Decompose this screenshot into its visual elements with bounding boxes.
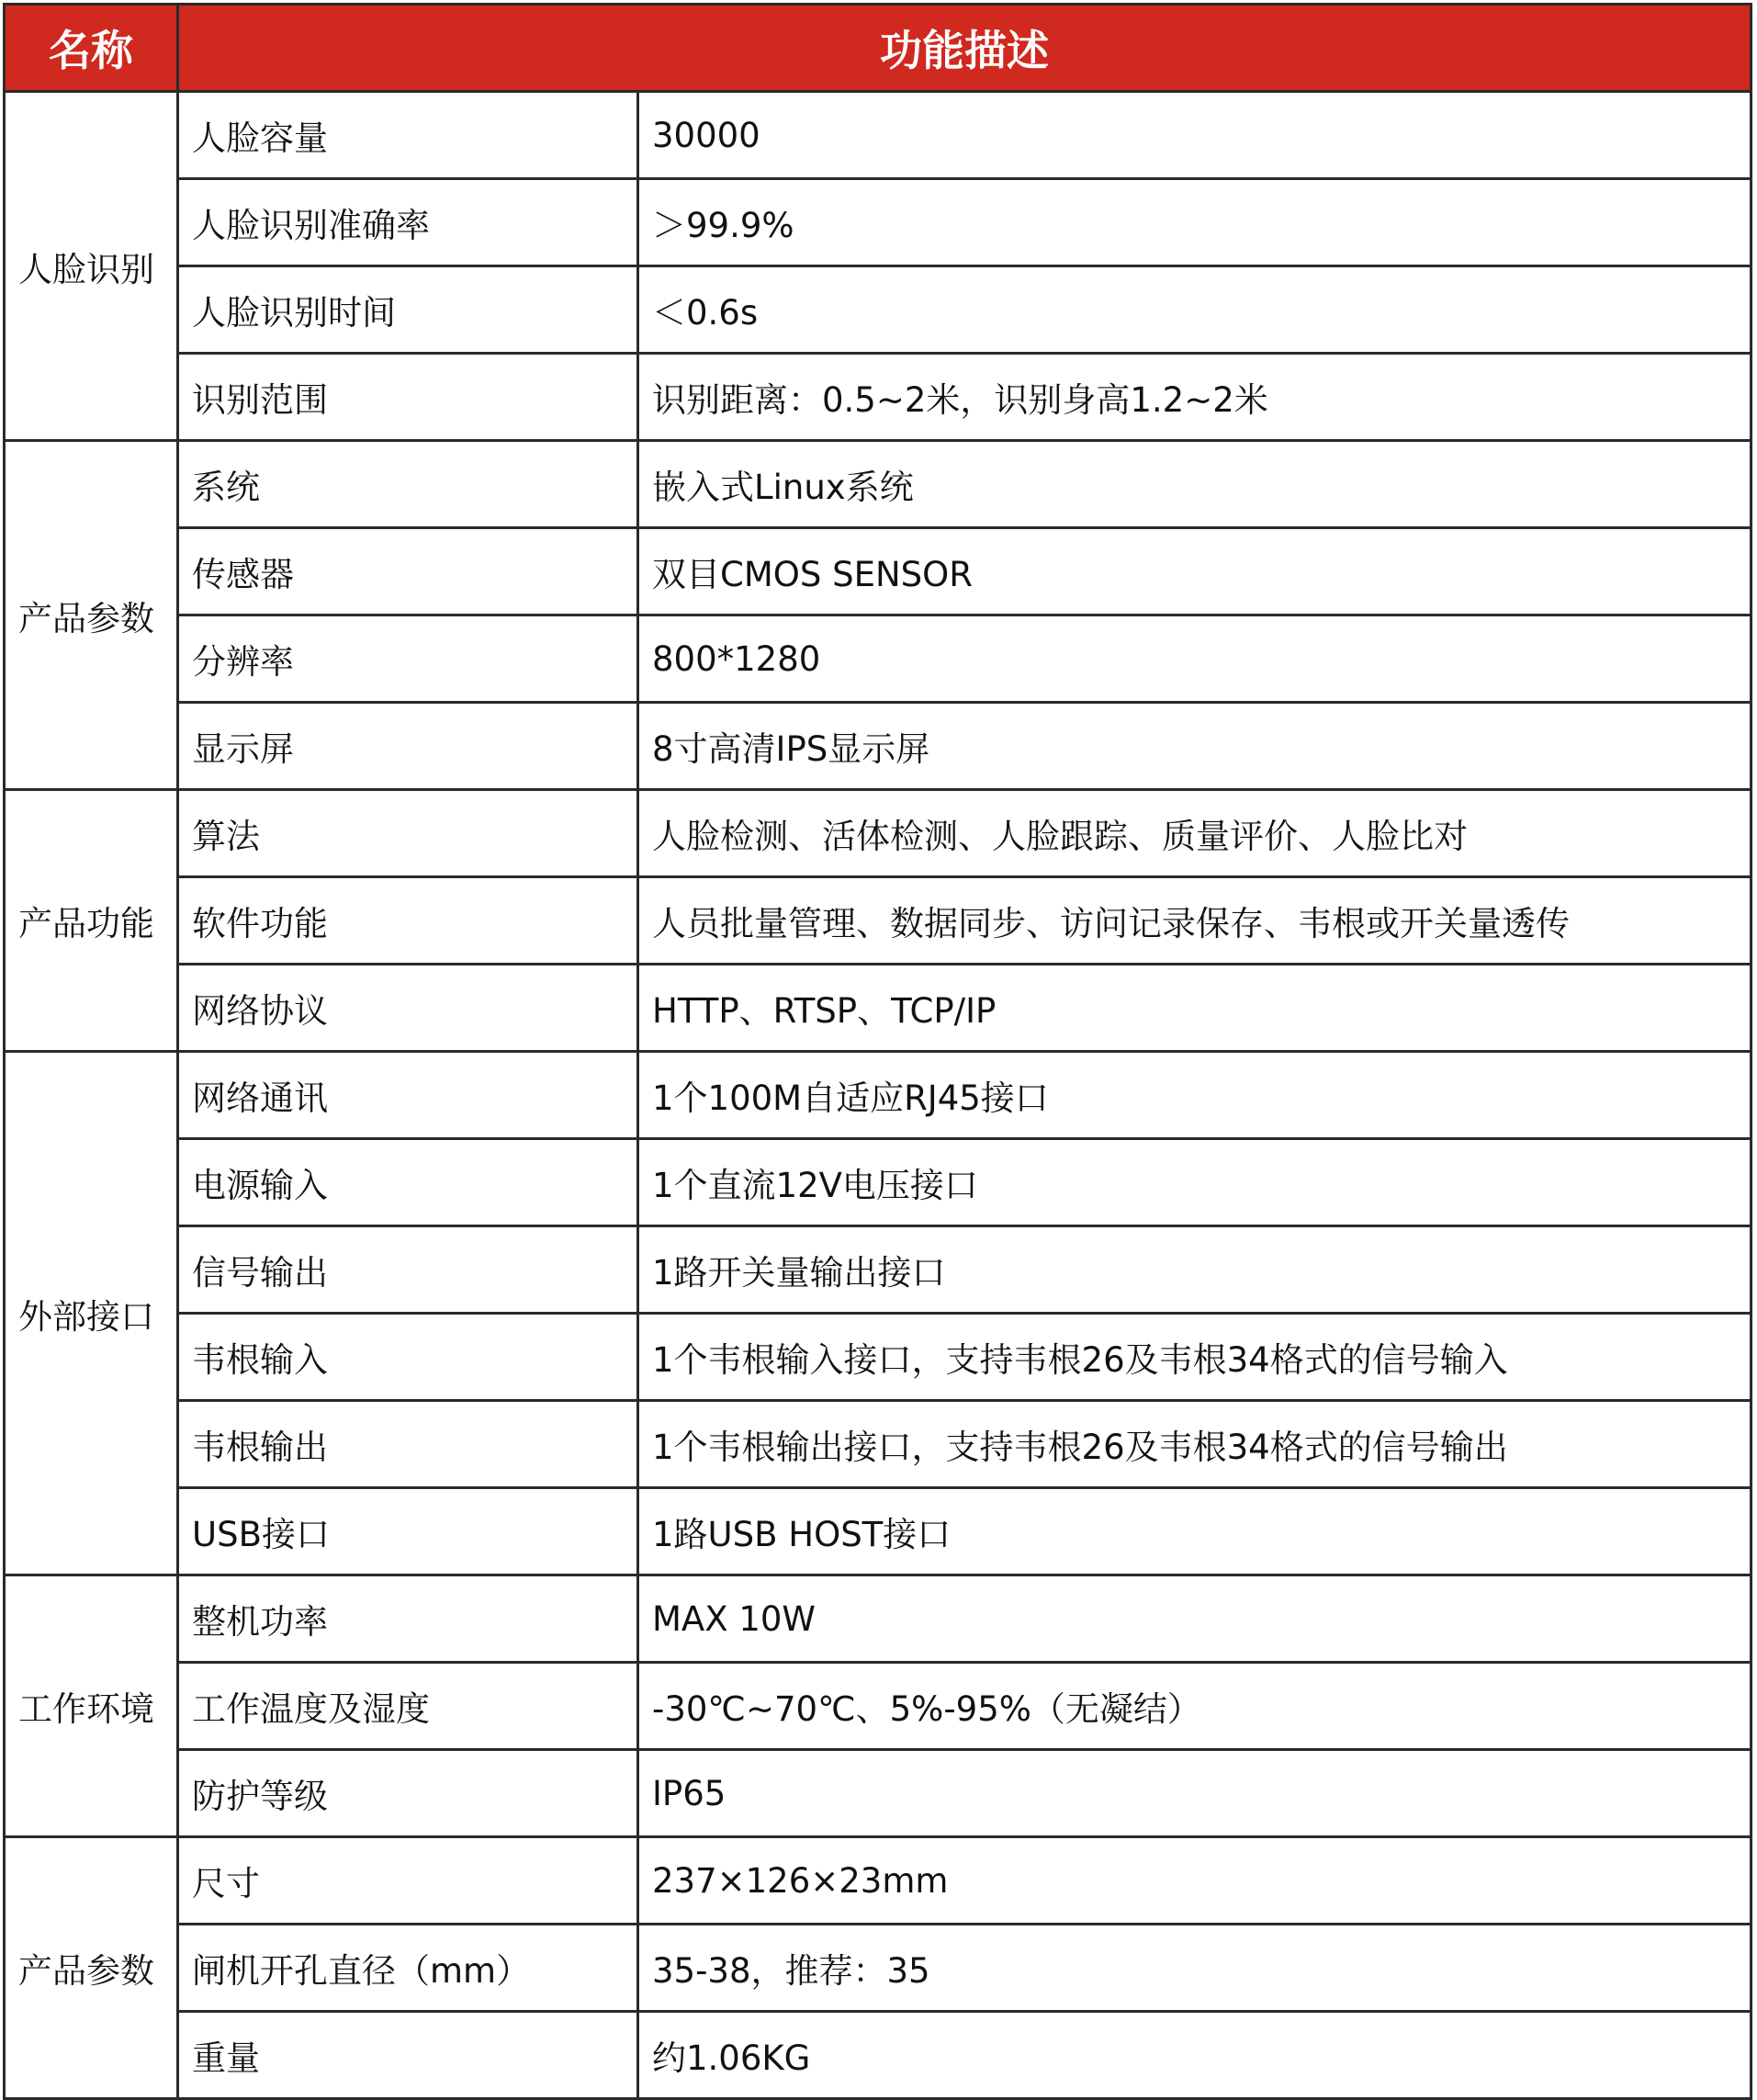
param-value: IP65 [638, 1750, 1751, 1837]
param-value: 嵌入式Linux系统 [638, 441, 1751, 528]
param-name: 软件功能 [178, 877, 638, 965]
table-row [5, 2012, 1751, 2099]
table-row [5, 965, 1751, 1052]
param-value: 1个直流12V电压接口 [638, 1139, 1751, 1226]
param-name: 尺寸 [178, 1837, 638, 1925]
param-value: MAX 10W [638, 1575, 1751, 1663]
group-label: 人脸识别 [5, 92, 178, 441]
param-value: 30000 [638, 92, 1751, 179]
param-name: 人脸识别准确率 [178, 179, 638, 266]
param-name: 识别范围 [178, 354, 638, 441]
header-row [5, 5, 1751, 92]
header-description: 功能描述 [178, 5, 1751, 92]
param-value: 35-38，推荐：35 [638, 1925, 1751, 2012]
table-row [5, 1925, 1751, 2012]
table-row [5, 92, 1751, 179]
param-value: HTTP、RTSP、TCP/IP [638, 965, 1751, 1052]
param-value: 1个100M自适应RJ45接口 [638, 1052, 1751, 1139]
table-row [5, 266, 1751, 354]
table-row [5, 528, 1751, 615]
group-label: 产品功能 [5, 790, 178, 1052]
param-name: 网络通讯 [178, 1052, 638, 1139]
param-name: 显示屏 [178, 703, 638, 790]
table-row [5, 179, 1751, 266]
table-row [5, 1139, 1751, 1226]
table-row [5, 703, 1751, 790]
spec-table [3, 3, 1752, 2100]
table-row [5, 1663, 1751, 1750]
param-value: 1个韦根输出接口，支持韦根26及韦根34格式的信号输出 [638, 1401, 1751, 1488]
param-name: 传感器 [178, 528, 638, 615]
param-value: 1个韦根输入接口，支持韦根26及韦根34格式的信号输入 [638, 1314, 1751, 1401]
param-name: USB接口 [178, 1488, 638, 1575]
param-value: ＞99.9% [638, 179, 1751, 266]
param-name: 韦根输出 [178, 1401, 638, 1488]
table-row [5, 1401, 1751, 1488]
param-name: 防护等级 [178, 1750, 638, 1837]
table-row [5, 877, 1751, 965]
param-value: 人脸检测、活体检测、人脸跟踪、质量评价、人脸比对 [638, 790, 1751, 877]
param-name: 人脸识别时间 [178, 266, 638, 354]
param-value: 1路开关量输出接口 [638, 1226, 1751, 1314]
group-label: 产品参数 [5, 441, 178, 790]
param-name: 韦根输入 [178, 1314, 638, 1401]
param-name: 整机功率 [178, 1575, 638, 1663]
param-value: 800*1280 [638, 615, 1751, 703]
param-name: 系统 [178, 441, 638, 528]
header-name: 名称 [5, 5, 178, 92]
table-row [5, 1314, 1751, 1401]
param-name: 分辨率 [178, 615, 638, 703]
param-name: 闸机开孔直径（mm） [178, 1925, 638, 2012]
param-value: 237×126×23mm [638, 1837, 1751, 1925]
group-label: 产品参数 [5, 1837, 178, 2099]
table-row [5, 1226, 1751, 1314]
group-label: 工作环境 [5, 1575, 178, 1837]
param-value: 识别距离：0.5~2米，识别身高1.2~2米 [638, 354, 1751, 441]
table-row [5, 615, 1751, 703]
param-name: 网络协议 [178, 965, 638, 1052]
param-name: 重量 [178, 2012, 638, 2099]
table-row [5, 441, 1751, 528]
param-name: 工作温度及湿度 [178, 1663, 638, 1750]
table-row [5, 354, 1751, 441]
table-row [5, 1750, 1751, 1837]
param-value: 双目CMOS SENSOR [638, 528, 1751, 615]
table-row [5, 1052, 1751, 1139]
param-value: 8寸高清IPS显示屏 [638, 703, 1751, 790]
table-row [5, 1488, 1751, 1575]
param-name: 电源输入 [178, 1139, 638, 1226]
table-row [5, 1837, 1751, 1925]
table-row [5, 790, 1751, 877]
param-value: ＜0.6s [638, 266, 1751, 354]
group-label: 外部接口 [5, 1052, 178, 1575]
param-value: 1路USB HOST接口 [638, 1488, 1751, 1575]
param-name: 算法 [178, 790, 638, 877]
param-value: 约1.06KG [638, 2012, 1751, 2099]
param-name: 人脸容量 [178, 92, 638, 179]
param-value: -30℃~70℃、5%-95%（无凝结） [638, 1663, 1751, 1750]
param-value: 人员批量管理、数据同步、访问记录保存、韦根或开关量透传 [638, 877, 1751, 965]
table-row [5, 1575, 1751, 1663]
param-name: 信号输出 [178, 1226, 638, 1314]
